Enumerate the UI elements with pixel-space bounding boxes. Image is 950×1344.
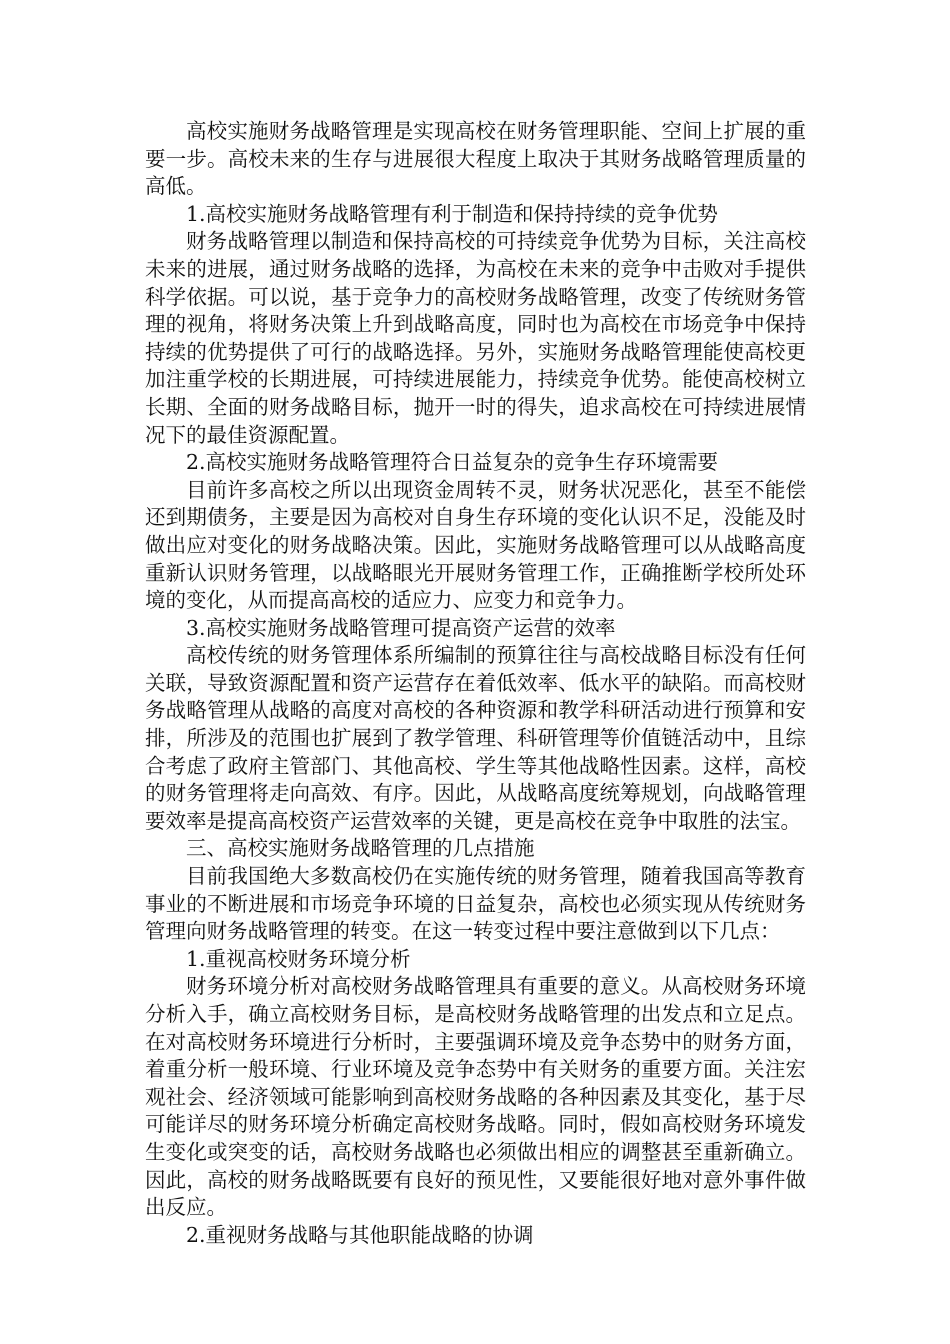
paragraph-competitive-advantage: 财务战略管理以制造和保持高校的可持续竞争优势为目标，关注高校未来的进展，通过财务战略的选择，为高校在未来的竞争中击败对手提供科学依据。可以说，基于竞争力的高校财务战略管理，改变了传统财务管理的视角，将财务决策上升到战略高度，同时也为高校在市场竞争中保持持续的优势提供了可行的战略选择。另外，实施财务战略管理能使高校更加注重学校的长期进展，可持续进展能力，持续竞争优势。能使高校树立长期、全面的财务战略目标，抛开一时的得失，追求高校在可持续进展情况下的最佳资源配置。 xyxy=(145,229,806,447)
heading-environment-analysis: 1.重视高校财务环境分析 xyxy=(186,946,411,971)
paragraph-environment-analysis: 财务环境分析对高校财务战略管理具有重要的意义。从高校财务环境分析入手，确立高校财务目标，是高校财务战略管理的出发点和立足点。在对高校财务环境进行分析时，主要强调环境及竞争态势中的财务方面，着重分析一般环境、行业环境及竞争态势中有关财务的重要方面。关注宏观社会、经济领域可能影响到高校财务战略的各种因素及其变化，基于尽可能详尽的财务环境分析确定高校财务战略。同时，假如高校财务环境发生变化或突变的话，高校财务战略也必须做出相应的调整甚至重新确立。因此，高校的财务战略既要有良好的预见性，又要能很好地对意外事件做出反应。 xyxy=(145,974,806,1220)
heading-environment-needs: 2.高校实施财务战略管理符合日益复杂的竞争生存环境需要 xyxy=(186,450,719,475)
paragraph-intro: 高校实施财务战略管理是实现高校在财务管理职能、空间上扩展的重要一步。高校未来的生存与进展很大程度上取决于其财务战略管理质量的高低。 xyxy=(145,119,806,199)
heading-measures: 三、高校实施财务战略管理的几点措施 xyxy=(186,836,535,861)
paragraph-asset-efficiency: 高校传统的财务管理体系所编制的预算往往与高校战略目标没有任何关联，导致资源配置和资产运营存在着低效率、低水平的缺陷。而高校财务战略管理从战略的高度对高校的各种资源和教学科研活动进行预算和安排，所涉及的范围也扩展到了教学管理、科研管理等价值链活动中，且综合考虑了政府主管部门、其他高校、学生等其他战略性因素。这样，高校的财务管理将走向高效、有序。因此，从战略高度统筹规划，向战略管理要效率是提高高校资产运营效率的关键，更是高校在竞争中取胜的法宝。 xyxy=(145,643,806,833)
paragraph-measures: 目前我国绝大多数高校仍在实施传统的财务管理，随着我国高等教育事业的不断进展和市场竞争环境的日益复杂，高校也必须实现从传统财务管理向财务战略管理的转变。在这一转变过程中要注意做到以下几点： xyxy=(145,864,806,944)
heading-competitive-advantage: 1.高校实施财务战略管理有利于制造和保持持续的竞争优势 xyxy=(186,201,719,226)
document-page xyxy=(145,118,806,1249)
heading-strategy-coordination: 2.重视财务战略与其他职能战略的协调 xyxy=(186,1222,534,1247)
heading-asset-efficiency: 3.高校实施财务战略管理可提高资产运营的效率 xyxy=(186,615,616,640)
paragraph-environment-needs: 目前许多高校之所以出现资金周转不灵，财务状况恶化，甚至不能偿还到期债务，主要是因为高校对自身生存环境的变化认识不足，没能及时做出应对变化的财务战略决策。因此，实施财务战略管理可以从战略高度重新认识财务管理，以战略眼光开展财务管理工作，正确推断学校所处环境的变化，从而提高高校的适应力、应变力和竞争力。 xyxy=(145,477,806,613)
